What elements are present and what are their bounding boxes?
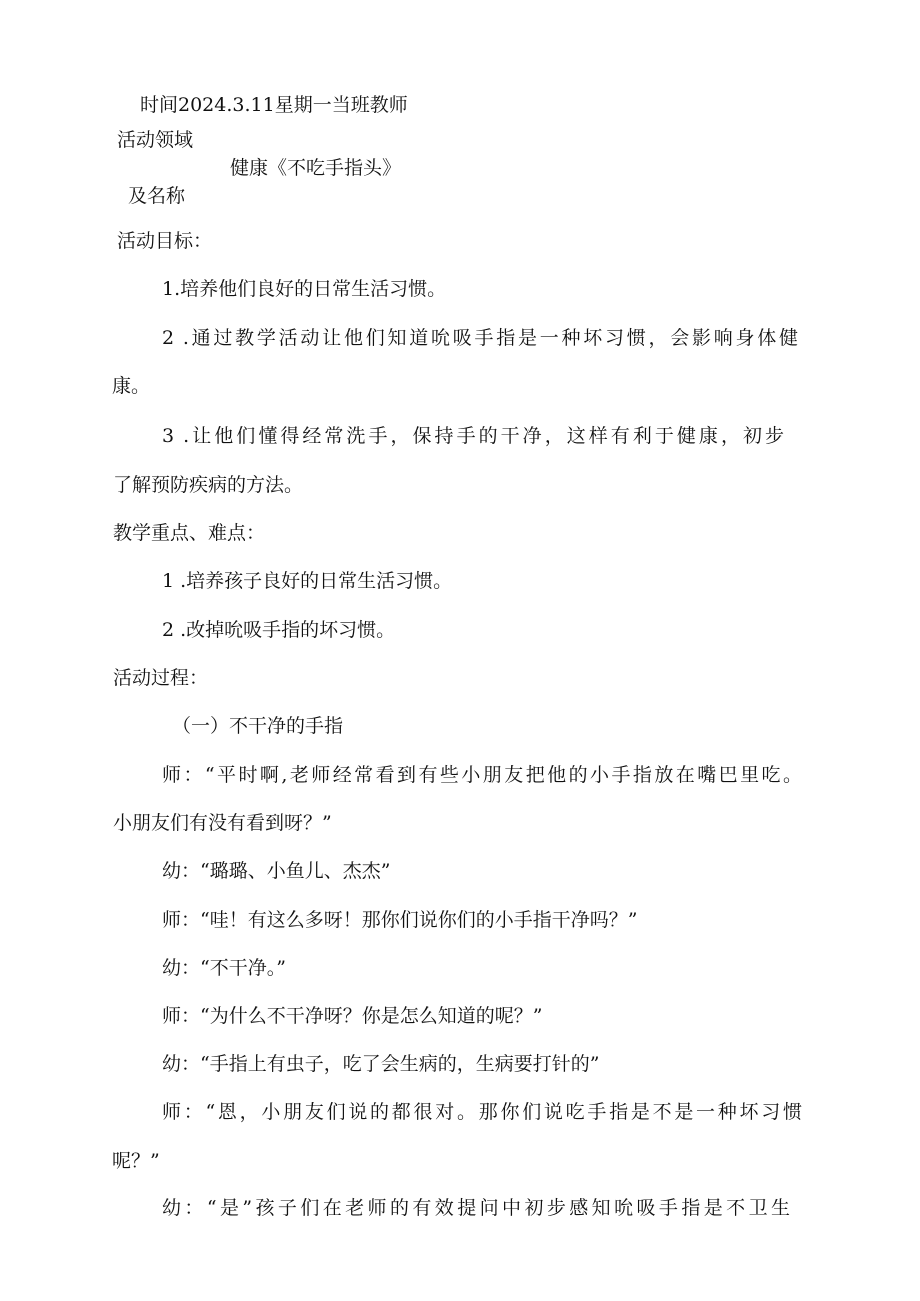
key-item: 2 .改掉吮吸手指的坏习惯。 bbox=[162, 619, 396, 641]
goal-item: 3 .让他们懂得经常洗手，保持手的干净，这样有利于健康，初步 bbox=[162, 425, 784, 447]
header-line: 时间2024.3.11星期一当班教师 bbox=[140, 94, 408, 116]
activity-name: 健康《不吃手指头》 bbox=[230, 157, 402, 179]
section-heading: （一）不干净的手指 bbox=[172, 715, 344, 737]
dialogue-line: 幼：“璐璐、小鱼儿、杰杰” bbox=[162, 860, 391, 882]
goal-item: 1.培养他们良好的日常生活习惯。 bbox=[162, 278, 447, 300]
key-item: 1 .培养孩子良好的日常生活习惯。 bbox=[162, 570, 453, 592]
goal-item-cont: 了解预防疾病的方法。 bbox=[113, 474, 304, 496]
dialogue-line: 师：“恩，小朋友们说的都很对。那你们说吃手指是不是一种坏习惯 bbox=[162, 1101, 802, 1123]
dialogue-line: 呢？” bbox=[112, 1150, 160, 1172]
key-heading: 教学重点、难点： bbox=[113, 522, 266, 544]
dialogue-line: 师：“哇！有这么多呀！那你们说你们的小手指干净吗？” bbox=[162, 909, 638, 931]
dialogue-line: 幼：“不干净。” bbox=[162, 957, 286, 979]
domain-label: 活动领域 bbox=[117, 129, 194, 151]
dialogue-line: 小朋友们有没有看到呀？” bbox=[113, 812, 332, 834]
goal-item-cont: 康。 bbox=[112, 375, 151, 397]
dialogue-line: 幼：“手指上有虫子，吃了会生病的，生病要打针的” bbox=[162, 1053, 600, 1075]
process-heading: 活动过程： bbox=[113, 667, 209, 689]
domain-label-2: 及名称 bbox=[128, 185, 186, 207]
dialogue-line: 幼：“是”孩子们在老师的有效提问中初步感知吮吸手指是不卫生 bbox=[162, 1197, 790, 1219]
goal-item: 2 .通过教学活动让他们知道吮吸手指是一种坏习惯，会影响身体健 bbox=[162, 327, 798, 349]
dialogue-line: 师：“为什么不干净呀？你是怎么知道的呢？” bbox=[162, 1005, 543, 1027]
dialogue-line: 师：“平时啊,老师经常看到有些小朋友把他的小手指放在嘴巴里吃。 bbox=[162, 764, 802, 786]
goals-heading: 活动目标： bbox=[117, 230, 213, 252]
